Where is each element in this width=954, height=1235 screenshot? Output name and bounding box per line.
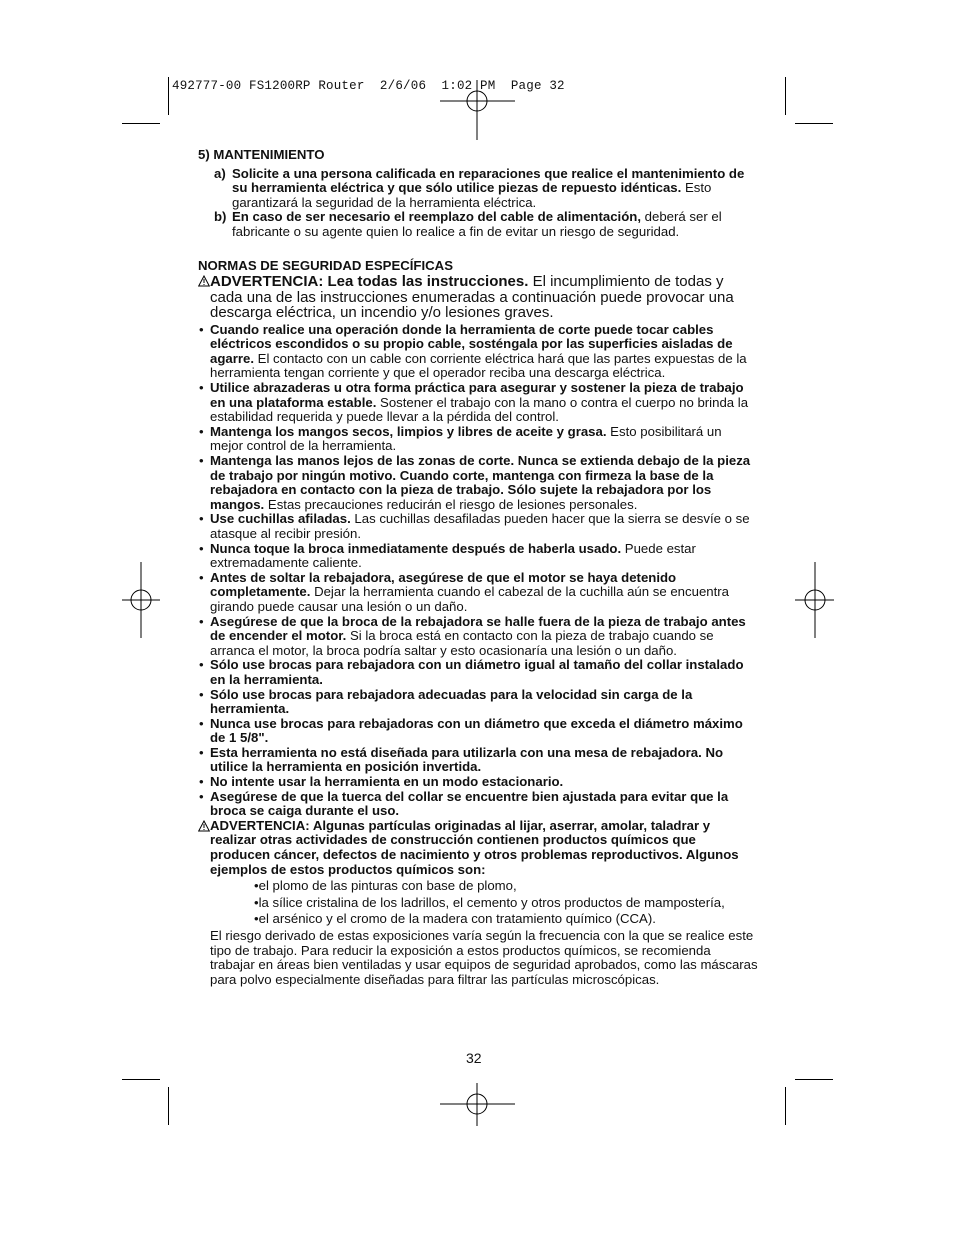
warning-triangle-icon (198, 820, 210, 832)
warning-general (198, 274, 758, 321)
list-item: •la sílice cristalina de los ladrillos, el cemento y otros productos de mampostería, (254, 894, 725, 910)
chemical-examples (198, 879, 758, 927)
item-text: deberá ser el fabricante o su agente quien lo realice a fin de evitar un riesgo de seguridad. (232, 209, 722, 239)
item-label: a) (214, 165, 226, 181)
item-b (214, 210, 758, 239)
list-item: • Nunca toque la broca inmediatamente después de haberla usado. Puede estar extremadamente caliente. (199, 540, 696, 571)
item-bold-text: Solicite a una persona calificada en reparaciones que realice el mantenimiento de su herramienta eléctrica y que sólo utilice piezas de repuesto idénticas. (232, 165, 745, 196)
list-item: • Antes de soltar la rebajadora, asegúrese de que el motor se haya detenido completamente. Dejar la herramienta cuando el cabezal de la cuchilla aún se encuentra girando puede causar una lesión o un daño. (199, 569, 729, 614)
list-item: • Sólo use brocas para rebajadora adecuadas para la velocidad sin carga de la herramienta. (199, 686, 693, 717)
print-slug: 492777-00 FS1200RP Router 2/6/06 1:02 PM Page 32 (172, 79, 565, 93)
list-item: • Esta herramienta no está diseñada para utilizarla con una mesa de rebajadora. No utilice la herramienta en posición invertida. (199, 744, 724, 775)
list-item: • Asegúrese de que la broca de la rebajadora se halle fuera de la pieza de trabajo antes de encender el motor. Si la broca está en contacto con la pieza de trabajo cuando se arranca el motor, la broca podría saltar y esto ocasionaría una lesión o un daño. (199, 613, 746, 658)
section-title: NORMAS DE SEGURIDAD ESPECÍFICAS (198, 257, 453, 273)
warning-chemicals (198, 819, 758, 877)
list-item: • Cuando realice una operación donde la herramienta de corte puede tocar cables eléctricos escondidos o su propio cable, sosténgala por las superficies aisladas de agarre. El contacto con un cable con corriente eléctrica hará que las partes expuestas de la herramienta tengan corriente y que el operador reciba una descarga eléctrica. (199, 321, 747, 381)
closing-paragraph: El riesgo derivado de estas exposiciones varía según la frecuencia con la que se realice este tipo de trabajo. Para reducir la exposición a estos productos químicos, se recomienda trabajar en áreas bien ventiladas y usar equipos de seguridad aprobados, como las máscaras para polvo especialmente diseñadas para filtrar las partículas microscópicas. (210, 928, 758, 987)
list-item: • Nunca use brocas para rebajadoras con un diámetro que exceda el diámetro máximo de 1 5/8". (199, 715, 743, 746)
warning-text: El incumplimiento de todas y cada una de las instrucciones enumeradas a continuación puede provocar una descarga eléctrica, un incendio y/o lesiones graves. (210, 273, 734, 322)
section-specific-safety (198, 259, 758, 988)
section-title: 5) MANTENIMIENTO (198, 147, 325, 162)
list-item: • Mantenga las manos lejos de las zonas de corte. Nunca se extienda debajo de la pieza de trabajo por ningún motivo. Cuando corte, mantenga con firmeza la base de la rebajadora en contacto con la pieza de trabajo. Sólo sujete la rebajadora por los mangos. Estas precauciones reducirán el riesgo de lesiones personales. (199, 453, 751, 512)
list-item: • Use cuchillas afiladas. Las cuchillas desafiladas pueden hacer que la sierra se desvíe o se atasque al recibir presión. (199, 511, 750, 541)
list-item: •el arsénico y el cromo de la madera con tratamiento químico (CCA). (254, 911, 656, 927)
list-item: • No intente usar la herramienta en un modo estacionario. (199, 774, 564, 790)
section-maintenance (198, 148, 758, 240)
list-item: • Sólo use brocas para rebajadora con un diámetro igual al tamaño del collar instalado en la herramienta. (199, 657, 744, 687)
item-label: b) (214, 209, 227, 225)
safety-bullet-list (198, 323, 758, 819)
item-text: Esto garantizará la seguridad de la herramienta eléctrica. (232, 180, 712, 210)
warning-bold-text: ADVERTENCIA: Algunas partículas originadas al lijar, aserrar, amolar, taladrar y realizar otras actividades de construcción contienen productos químicos que producen cáncer, defectos de nacimiento y otros problemas reproductivos. Algunos ejemplos de estos productos químicos son: (210, 817, 739, 877)
warning-bold-text: ADVERTENCIA: Lea todas las instrucciones. (210, 273, 529, 291)
document-body (198, 148, 758, 987)
list-item: • Mantenga los mangos secos, limpios y libres de aceite y grasa. Esto posibilitará un mejor control de la herramienta. (199, 423, 722, 454)
list-item: •el plomo de las pinturas con base de plomo, (254, 878, 517, 894)
item-a (214, 167, 758, 211)
list-item: • Utilice abrazaderas u otra forma práctica para asegurar y sostener la pieza de trabajo en una plataforma estable. Sostener el trabajo con la mano o contra el cuerpo no brinda la estabilidad requerida y puede llevar a la pérdida del control. (199, 380, 749, 425)
list-item: • Asegúrese de que la tuerca del collar se encuentre bien ajustada para evitar que la broca se caiga durante el uso. (199, 788, 729, 819)
warning-triangle-icon (198, 275, 210, 287)
page-number: 32 (466, 1050, 482, 1066)
item-bold-text: En caso de ser necesario el reemplazo del cable de alimentación, (232, 209, 641, 225)
